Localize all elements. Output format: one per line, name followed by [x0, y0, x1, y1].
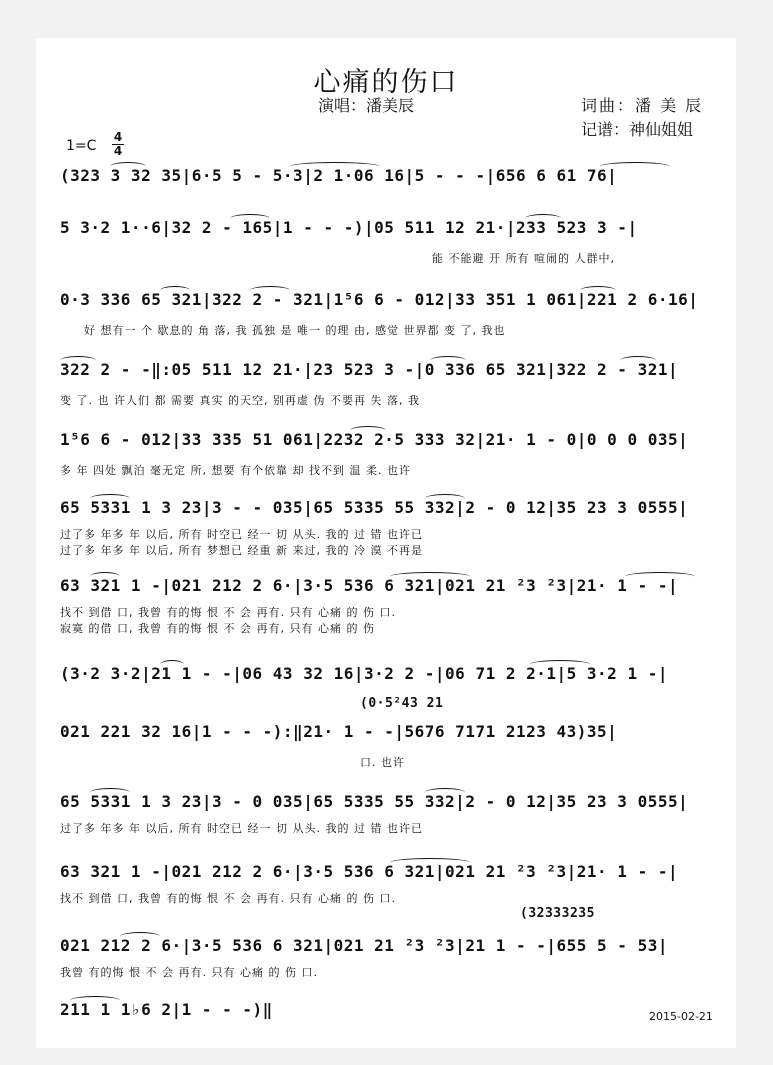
slur-arc — [620, 356, 656, 365]
slur-arc — [390, 572, 470, 581]
notes-line: 63 321 1 -|021 212 2 6·|3·5 536 6 321|021 21 ²3 ²3|21· 1 - -| — [60, 576, 679, 595]
insert-notes: (0·5²43 21 — [360, 696, 444, 711]
notes-line: 322 2 - -‖:05 511 12 21·|23 523 3 -|0 336 65 321|322 2 - 321| — [60, 360, 679, 379]
slur-arc — [600, 162, 670, 171]
time-signature-bottom: 4 — [113, 144, 123, 158]
slur-arc — [230, 214, 270, 223]
key-signature: 1=C — [66, 138, 97, 154]
slur-arc — [425, 494, 465, 503]
slur-arc — [350, 426, 386, 435]
slur-arc — [250, 286, 290, 295]
slur-arc — [90, 572, 120, 581]
lyrics-line: 我曾 有的悔 恨 不 会 再有. 只有 心痛 的 伤 口. — [60, 966, 318, 979]
notes-line: 63 321 1 -|021 212 2 6·|3·5 536 6 321|021 21 ²3 ²3|21· 1 - -| — [60, 862, 679, 881]
slur-arc — [580, 286, 616, 295]
notes-line: 65 5331 1 3 23|3 - - 035|65 5335 55 332|2 - 0 12|35 23 3 0555| — [60, 498, 689, 517]
slur-arc — [160, 286, 190, 295]
lyrics-line: 过了多 年多 年 以后, 所有 时空已 经一 切 从头. 我的 过 错 也许已 — [60, 528, 423, 541]
lyrics-line: 能 不能避 开 所有 喧闹的 人群中, — [432, 252, 615, 265]
slur-arc — [70, 996, 120, 1005]
lyrics-line: 找不 到借 口, 我曾 有的悔 恨 不 会 再有. 只有 心痛 的 伤 口. — [60, 606, 396, 619]
notes-line: 5 3·2 1··6|32 2 - 165|1 - - -)|05 511 12 21·|233 523 3 -| — [60, 218, 638, 237]
notes-line: 0·3 336 65 321|322 2 - 321|1⁵6 6 - 012|33 351 1 061|221 2 6·16| — [60, 290, 699, 309]
notes-line: 65 5331 1 3 23|3 - 0 035|65 5335 55 332|2 - 0 12|35 23 3 0555| — [60, 792, 689, 811]
lyrics-line-2: 寂寞 的借 口, 我曾 有的悔 恨 不 会 再有, 只有 心痛 的 伤 — [60, 622, 375, 635]
slur-arc — [390, 858, 470, 867]
notes-line: 1⁵6 6 - 012|33 335 51 061|2232 2·5 333 32|21· 1 - 0|0 0 0 035| — [60, 430, 689, 449]
singer-credit: 演唱：潘美辰 — [318, 96, 415, 115]
slur-arc — [425, 788, 465, 797]
transcriber-credit: 记谱：神仙姐姐 — [581, 120, 694, 139]
slur-arc — [120, 932, 160, 941]
lyricist-credit: 词曲：潘 美 辰 — [581, 96, 704, 115]
notes-line: 021 212 2 6·|3·5 536 6 321|021 21 ²3 ²3|21 1 - -|655 5 - 53| — [60, 936, 668, 955]
lyrics-line: 变 了. 也 许人们 都 需要 真实 的天空, 别再虚 伪 不要再 失 落, 我 — [60, 394, 420, 407]
slur-arc — [90, 788, 130, 797]
lyrics-line: 找不 到借 口, 我曾 有的悔 恨 不 会 再有. 只有 心痛 的 伤 口. — [60, 892, 396, 905]
lyrics-line: 口. 也许 — [360, 756, 405, 769]
slur-arc — [290, 162, 380, 171]
slur-arc — [60, 356, 96, 365]
slur-arc — [625, 572, 695, 581]
slur-arc — [530, 660, 590, 669]
song-title: 心痛的伤口 — [313, 67, 459, 98]
lyrics-line-2: 过了多 年多 年 以后, 所有 梦想已 经重 新 来过, 我的 冷 漠 不再是 — [60, 544, 423, 557]
slur-arc — [525, 214, 561, 223]
notes-line: 211 1 1♭6 2|1 - - -)‖ — [60, 1000, 273, 1019]
notes-line: 021 221 32 16|1 - - -):‖21· 1 - -|5676 7171 2123 43)35| — [60, 722, 618, 741]
lyrics-line: 多 年 四处 飘泊 毫无定 所, 想要 有个依靠 却 找不到 温 柔. 也许 — [60, 464, 411, 477]
notes-line: (323 3 32 35|6·5 5 - 5·3|2 1·06 16|5 - - -|656 6 61 76| — [60, 166, 618, 185]
score-sheet — [36, 38, 736, 1048]
slur-arc — [110, 162, 146, 171]
lyrics-line: 好 想有一 个 歇息的 角 落, 我 孤独 是 唯一 的理 由, 感觉 世界都 变 了, 我也 — [84, 324, 506, 337]
slur-arc — [90, 494, 130, 503]
insert-notes: (32333235 — [520, 906, 595, 921]
slur-arc — [160, 660, 184, 669]
lyrics-line: 过了多 年多 年 以后, 所有 时空已 经一 切 从头. 我的 过 错 也许已 — [60, 822, 423, 835]
time-signature — [112, 131, 124, 158]
time-signature-top: 4 — [113, 130, 123, 144]
transcription-date: 2015-02-21 — [649, 1010, 713, 1023]
notes-line: (3·2 3·2|21 1 - -|06 43 32 16|3·2 2 -|06 71 2 2·1|5 3·2 1 -| — [60, 664, 668, 683]
slur-arc — [430, 356, 466, 365]
